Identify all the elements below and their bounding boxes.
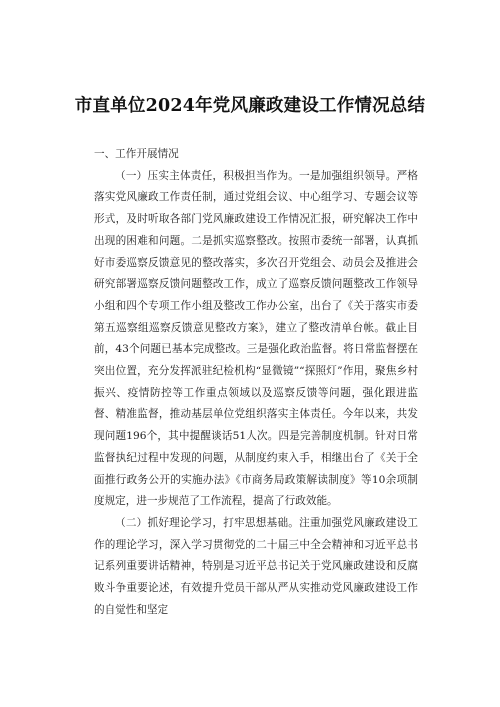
- document-title: 市直单位2024年党风廉政建设工作情况总结: [74, 96, 426, 116]
- body-paragraph-2: （二）抓好理论学习，打牢思想基础。注重加强党风廉政建设工作的理论学习，深入学习贯彻党的二十届三中全会精神和习近平总书记系列重要讲话精神，特别是习近平总书记关于党风廉政建设和反腐败斗争重要论述，有效提升党员干部从严从实推动党风廉政建设工作的自觉性和坚定: [94, 516, 418, 616]
- document-body: [94, 144, 418, 621]
- body-paragraph-1: （一）压实主体责任，积极担当作为。一是加强组织领导。严格落实党风廉政工作责任制，通过党组会议、中心组学习、专题会议等形式，及时听取各部门党风廉政建设工作情况汇报，研究解决工作中出现的困难和问题。二是抓实巡察整改。按照市委统一部署，认真抓好市委巡察反馈意见的整改落实，多次召开党组会、动员会及推进会研究部署巡察反馈问题整改工作，成立了巡察反馈问题整改工作领导小组和四个专项工作小组及整改工作办公室，出台了《关于落实市委第五巡察组巡察反馈意见整改方案》，建立了整改清单台帐。截止目前，43个问题已基本完成整改。三是强化政治监督。将日常监督摆在突出位置，充分发挥派驻纪检机构“显微镜”“探照灯”作用，聚焦乡村振兴、疫情防控等工作重点领域以及巡察反馈等问题，强化跟进监督、精准监督，推动基层单位党组织落实主体责任。今年以来，共发现问题196个，其中提醒谈话51人次。四是完善制度机制。针对日常监督执纪过程中发现的问题，从制度约束入手，相继出台了《关于全面推行政务公开的实施办法》《市商务局政策解读制度》等10余项制度规定，进一步规范了工作流程，提高了行政效能。: [94, 169, 418, 508]
- section-heading: 一、工作开展情况: [94, 148, 179, 160]
